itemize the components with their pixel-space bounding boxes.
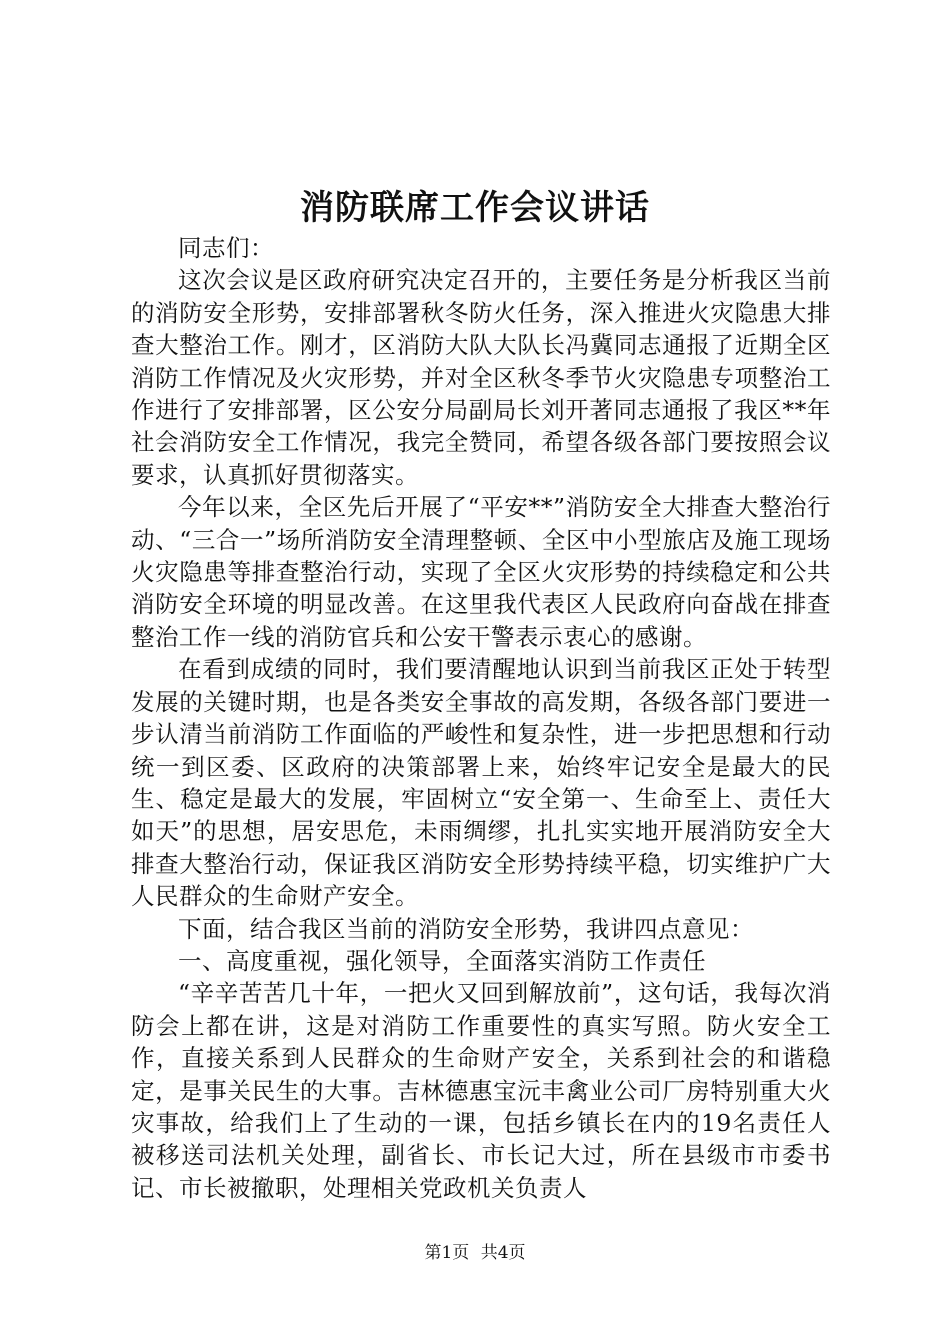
page-footer (0, 1241, 950, 1265)
body-paragraph: 下面，结合我区当前的消防安全形势，我讲四点意见： (178, 914, 754, 943)
body-paragraph: “辛辛苦苦几十年，一把火又回到解放前”，这句话，我每次消防会上都在讲，这是对消防工作重要性的真实写照。防火安全工作，直接关系到人民群众的生命财产安全，关系到社会的和谐稳定，是事关民生的大事。吉林德惠宝沅丰禽业公司厂房特别重大火灾事故，给我们上了生动的一课，包括乡镇长在内的19名责任人被移送司法机关处理，副省长、市长记大过，所在县级市市委书记、市长被撤职，处理相关党政机关负责人 (131, 979, 831, 1202)
body-paragraph: 今年以来，全区先后开展了“平安**”消防安全大排查大整治行动、“三合一”场所消防安全清理整顿、全区中小型旅店及施工现场火灾隐患等排查整治行动，实现了全区火灾形势的持续稳定和公共消防安全环境的明显改善。在这里我代表区人民政府向奋战在排查整治工作一线的消防官兵和公安干警表示衷心的感谢。 (131, 493, 831, 651)
body-paragraph: 在看到成绩的同时，我们要清醒地认识到当前我区正处于转型发展的关键时期，也是各类安全事故的高发期，各级各部门要进一步认清当前消防工作面临的严峻性和复杂性，进一步把思想和行动统一到区委、区政府的决策部署上来，始终牢记安全是最大的民生、稳定是最大的发展，牢固树立“安全第一、生命至上、责任大如天”的思想，居安思危，未雨绸缪，扎扎实实地开展消防安全大排查大整治行动，保证我区消防安全形势持续平稳，切实维护广大人民群众的生命财产安全。 (131, 655, 831, 911)
document-body (131, 232, 831, 1204)
page-number: 第1页 (424, 1243, 470, 1263)
salutation-paragraph: 同志们： (178, 234, 274, 262)
section-heading: 一、高度重视，强化领导，全面落实消防工作责任 (178, 946, 706, 975)
page-total: 共4页 (480, 1243, 526, 1263)
body-paragraph: 这次会议是区政府研究决定召开的，主要任务是分析我区当前的消防安全形势，安排部署秋冬防火任务，深入推进火灾隐患大排查大整治工作。刚才，区消防大队大队长冯冀同志通报了近期全区消防工作情况及火灾形势，并对全区秋冬季节火灾隐患专项整治工作进行了安排部署，区公安分局副局长刘开著同志通报了我区**年社会消防安全工作情况，我完全赞同，希望各级各部门要按照会议要求，认真抓好贯彻落实。 (131, 266, 831, 489)
document-title: 消防联席工作会议讲话 (300, 188, 650, 228)
